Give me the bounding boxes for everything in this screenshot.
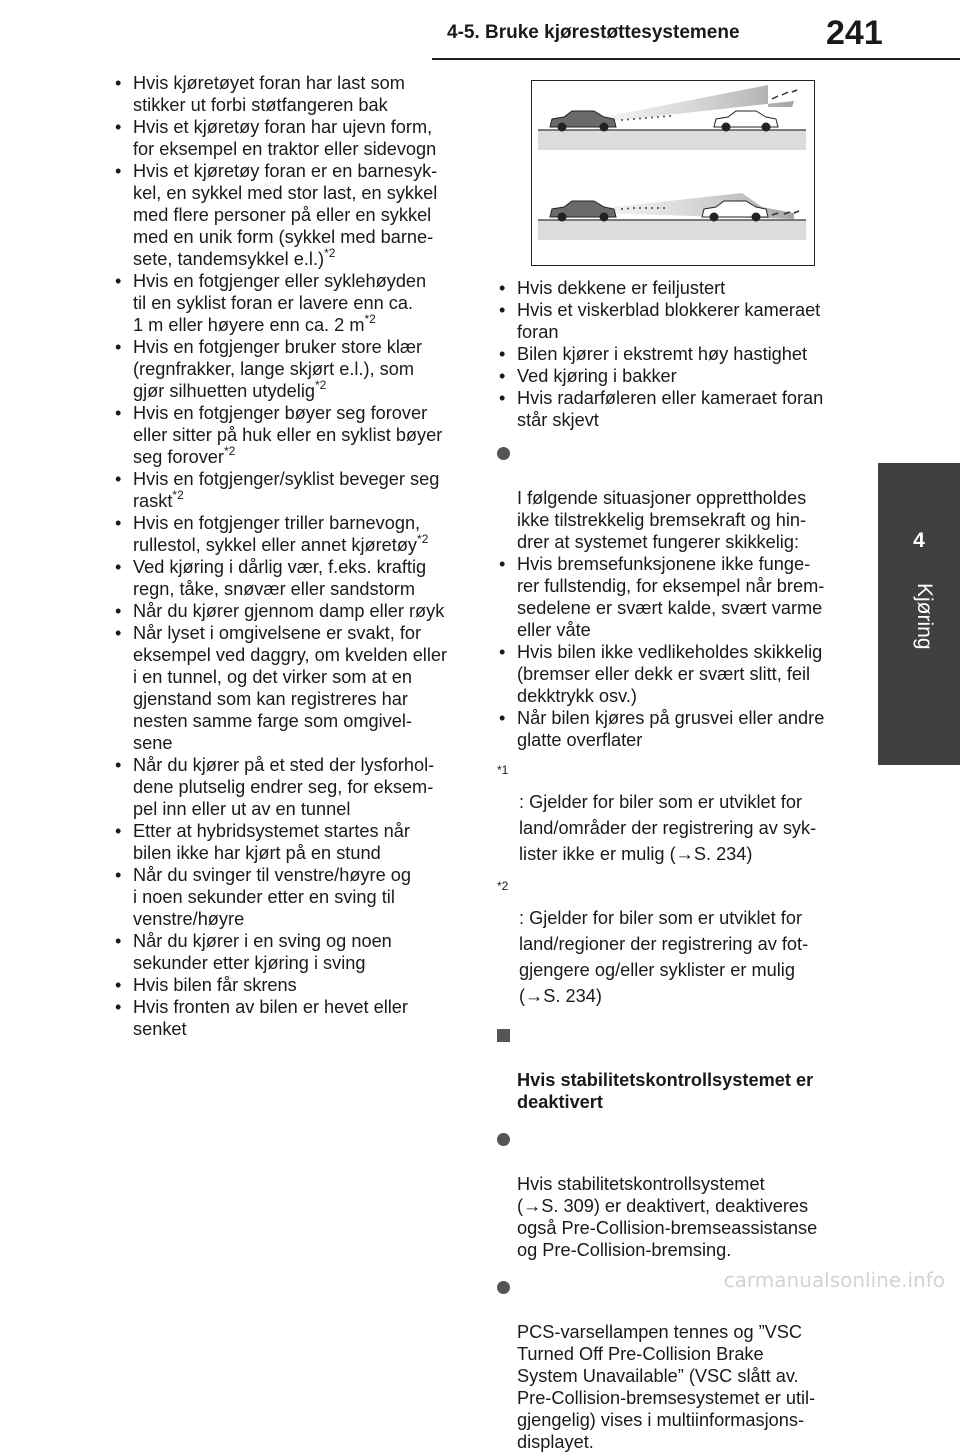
- footnote-1: $^{*1}$ : Gjelder for biler som er utviklet for land/områder der registrering av syk- lister ikke er mulig (→S. 234): [497, 763, 817, 864]
- list-item: • Hvis en fotgjenger bøyer seg forover eller sitter på huk eller en syklist bøyer seg forover$^{*2}$: [113, 402, 469, 468]
- radar-waves-top: [772, 90, 797, 99]
- list-item: • Når du kjører på et sted der lysforhol- dene plutselig endrer seg, for eksem- pel inn eller ut av en tunnel: [113, 754, 469, 820]
- header-rule: [432, 58, 960, 60]
- list-item: • Hvis bilen ikke vedlikeholdes skikkelig (bremser eller dekk er svært slitt, feil dekktrykk osv.): [497, 641, 857, 707]
- list-item: • Hvis kjøretøyet foran har last som stikker ut forbi støtfangeren bak: [113, 72, 469, 116]
- right-bullet-list: [497, 277, 857, 431]
- list-item: • Hvis radarføleren eller kameraet foran står skjevt: [497, 387, 857, 431]
- list-item: • Etter at hybridsystemet startes når bilen ikke har kjørt på en stund: [113, 820, 469, 864]
- list-item: • Når lyset i omgivelsene er svakt, for eksempel ved daggry, om kvelden eller i en tunnel, og det virker som at en gjenstand som kan registreres har nesten samme farge som omgivel- sene: [113, 622, 469, 754]
- own-car-top: [550, 111, 616, 131]
- own-car-bottom: [550, 201, 616, 221]
- section-heading: Hvis stabilitetskontrollsystemet er deaktivert: [497, 1025, 857, 1113]
- list-item: • Når du kjører i en sving og noen sekunder etter kjøring i sving: [113, 930, 469, 974]
- list-item: • Hvis et kjøretøy foran har ujevn form, for eksempel en traktor eller sidevogn: [113, 116, 469, 160]
- page-number: 241: [826, 14, 883, 52]
- target-car-top: [714, 111, 778, 131]
- list-item: • Ved kjøring i dårlig vær, f.eks. kraftig regn, tåke, snøvær eller sandstorm: [113, 556, 469, 600]
- square-bullet-icon: [497, 1029, 510, 1042]
- circle-bullet-icon: [497, 1133, 510, 1146]
- list-item: • Når bilen kjøres på grusvei eller andre glatte overflater: [497, 707, 857, 751]
- footnote-2: $^{*2}$ : Gjelder for biler som er utviklet for land/regioner der registrering av fot- gjengere og/eller syklister er mulig (→S. 234): [497, 879, 809, 1006]
- radar-illustration: [531, 80, 815, 266]
- info-item: I følgende situasjoner opprettholdes ikke tilstrekkelig bremsekraft og hin- drer at systemet fungerer skikkelig:: [497, 443, 857, 553]
- vehicle-detection-diagram: [532, 81, 813, 264]
- list-item: • Bilen kjører i ekstremt høy hastighet: [497, 343, 857, 365]
- list-item: • Hvis en fotgjenger/syklist beveger seg raskt$^{*2}$: [113, 468, 469, 512]
- list-item: • Hvis fronten av bilen er hevet eller senket: [113, 996, 469, 1040]
- list-item: • Ved kjøring i bakker: [497, 365, 857, 387]
- road-bottom: [538, 220, 806, 240]
- chapter-side-tab: [878, 463, 960, 765]
- list-item: • Hvis dekkene er feiljustert: [497, 277, 857, 299]
- list-item: • Hvis bilen får skrens: [113, 974, 469, 996]
- list-item: • Hvis bremsefunksjonene ikke funge- rer fullstendig, for eksempel når brem- sedelene er svært kalde, svært varme eller våte: [497, 553, 857, 641]
- footnote-ref: *2: [417, 532, 429, 546]
- list-item: • Når du kjører gjennom damp eller røyk: [113, 600, 469, 622]
- list-item: • Hvis et viskerblad blokkerer kameraet foran: [497, 299, 857, 343]
- section-title: 4-5. Bruke kjørestøttesystemene: [447, 22, 740, 43]
- road-top: [538, 130, 806, 150]
- left-bullet-list: [113, 72, 469, 1040]
- chapter-label: Kjøring: [913, 583, 936, 650]
- watermark: carmanualsonline.info: [723, 1268, 945, 1292]
- list-item: • Hvis et kjøretøy foran er en barnesyk- kel, en sykkel med stor last, en sykkel med flere personer på eller en sykkel med en unik form (sykkel med barne- sete, tandemsykkel e.l.)$^{*2}$: [113, 160, 469, 270]
- footnote-ref: *2: [364, 312, 376, 326]
- footnote-ref: *2: [223, 444, 236, 458]
- info-item: Hvis stabilitetskontrollsystemet (→S. 309) er deaktivert, deaktiveres også Pre-Collision-bremseassistanse og Pre-Collision-bremsing.: [497, 1129, 857, 1261]
- list-item: • Når du svinger til venstre/høyre og i noen sekunder etter en sving til venstre/høyre: [113, 864, 469, 930]
- brake-bullet-list: [497, 553, 857, 751]
- circle-bullet-icon: [497, 447, 510, 460]
- footnote-ref: *2: [314, 378, 327, 392]
- page-header: [0, 0, 960, 64]
- info-item: PCS-varsellampen tennes og ”VSC Turned Off Pre-Collision Brake System Unavailable” (VSC slått av. Pre-Collision-bremsesystemet er util- gjengelig) vises i multiinformasjons- displayet.: [497, 1277, 857, 1453]
- chapter-number: 4: [913, 529, 925, 552]
- footnote-ref: *2: [172, 488, 184, 502]
- list-item: • Hvis en fotgjenger triller barnevogn, rullestol, sykkel eller annet kjøretøy$^{*2}$: [113, 512, 469, 556]
- footnote-ref: *2: [324, 246, 336, 260]
- list-item: • Hvis en fotgjenger eller syklehøyden til en syklist foran er lavere enn ca. 1 m eller høyere enn ca. 2 $m^{*2}$: [113, 270, 469, 336]
- left-column: [113, 72, 469, 1040]
- list-item: • Hvis en fotgjenger bruker store klær (regnfrakker, lange skjørt e.l.), som gjør silhuetten utydelig$^{*2}$: [113, 336, 469, 402]
